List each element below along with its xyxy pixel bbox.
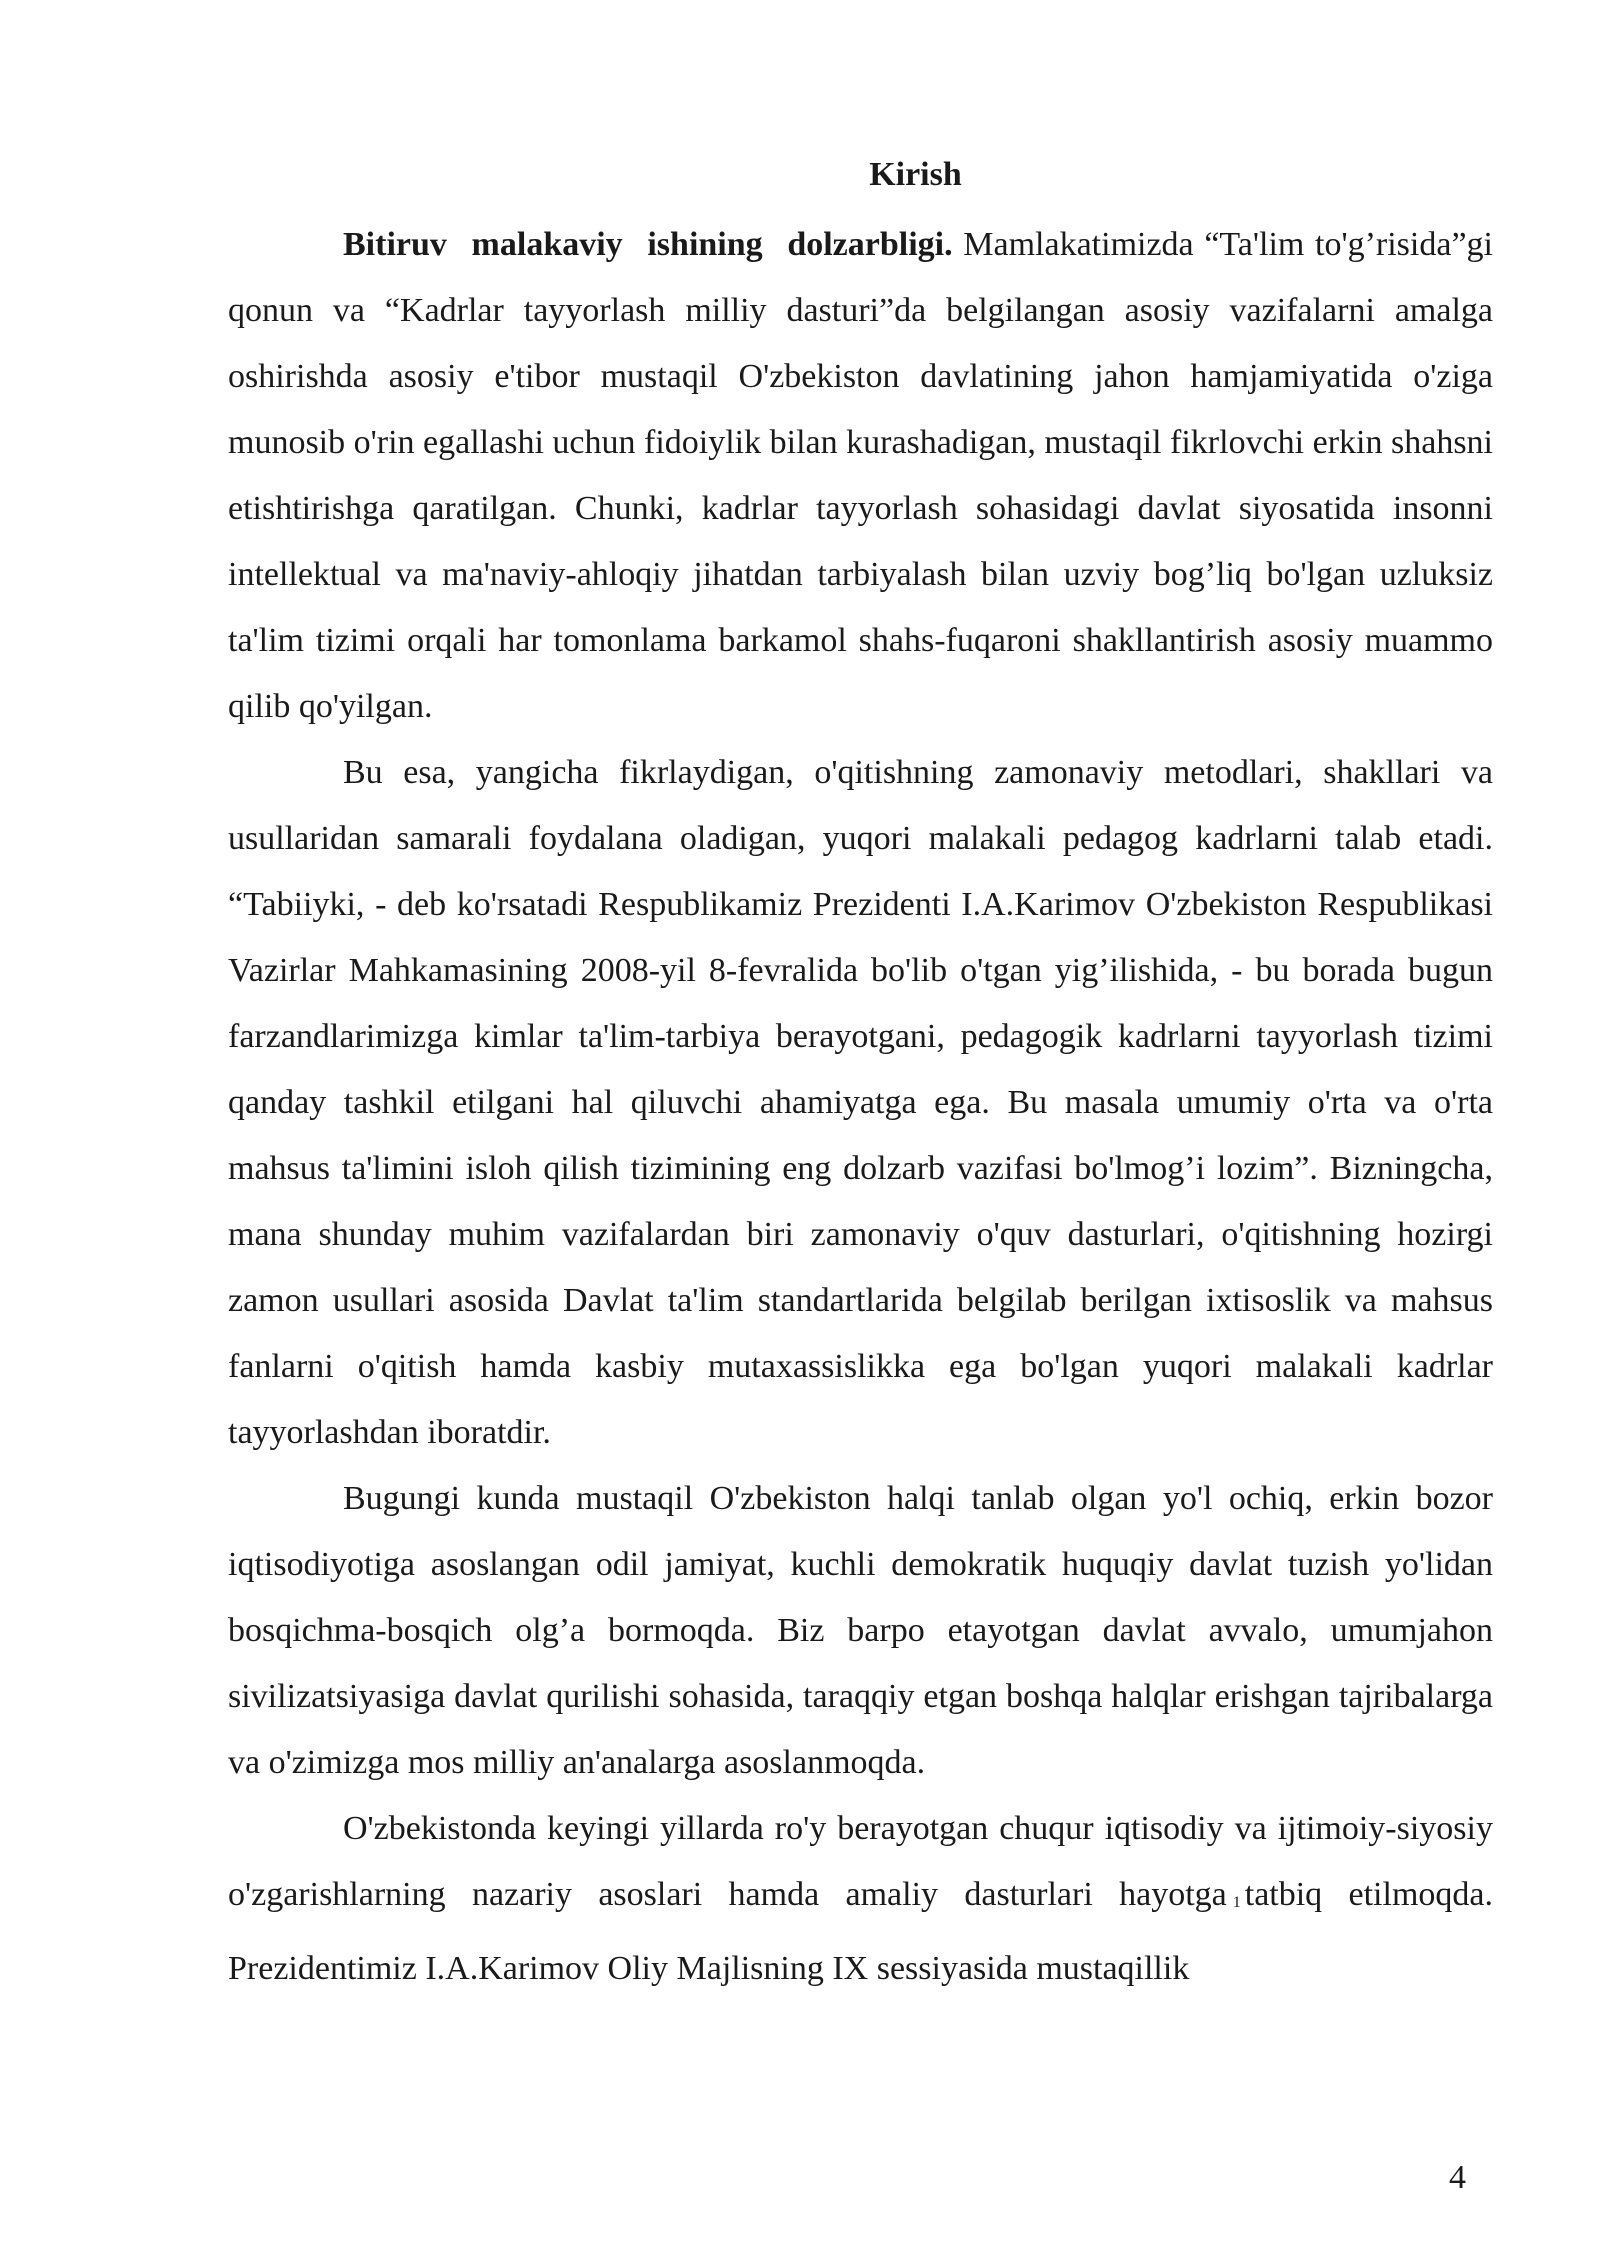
paragraph-1-text: Mamlakatimizda “Ta'lim to'g’risida”gi qonun va “Kadrlar tayyorlash milliy dasturi”da belgilangan asosiy vazifalarni amalga oshirishda asosiy e'tibor mustaqil O'zbekiston davlatining jahon hamjamiyatida o'ziga munosib o'rin egallashi uchun fidoiylik bilan kurashadigan, mustaqil fikrlovchi erkin shahsni etishtirishga qaratilgan. Chunki, kadrlar tayyorlash sohasidagi davlat siyosatida insonni intellektual va ma'naviy-ahloqiy jihatdan tarbiyalash bilan uzviy bog’liq bo'lgan uzluksiz ta'lim tizimi orqali har tomonlama barkamol shahs-fuqaroni shakllantirish asosiy muammo qilib qo'yilgan. (228, 226, 1493, 725)
paragraph-4-text-after: tatbiq etilmoqda. Prezidentimiz I.A.Karimov Oliy Majlisning IX sessiyasida mustaqillik (228, 1876, 1493, 1987)
section-title: Kirish (869, 156, 962, 193)
paragraph-4-text-before: O'zbekistonda keyingi yillarda ro'y berayotgan chuqur iqtisodiy va ijtimoiy-siyosiy o'zgarishlarning nazariy asoslari hamda amaliy dasturlari hayotga (228, 1810, 1493, 1913)
paragraph-1 (228, 212, 1493, 740)
footnote-reference[interactable]: 1 (1232, 1894, 1241, 1911)
paragraph-4 (228, 1796, 1493, 2002)
paragraph-3: Bugungi kunda mustaqil O'zbekiston halqi tanlab olgan yo'l ochiq, erkin bozor iqtisodiyotiga asoslangan odil jamiyat, kuchli demokratik huquqiy davlat tuzish yo'lidan bosqichma-bosqich olg’a bormoqda. Biz barpo etayotgan davlat avvalo, umumjahon sivilizatsiyasiga davlat qurilishi sohasida, taraqqiy etgan boshqa halqlar erishgan tajribalarga va o'zimizga mos milliy an'analarga asoslanmoqda. (228, 1480, 1493, 1781)
paragraph-lead-heading: Bitiruv malakaviy ishining dolzarbligi. (343, 226, 953, 263)
document-page (228, 150, 1493, 2002)
page-number: 4 (1449, 2159, 1466, 2196)
paragraph-2: Bu esa, yangicha fikrlaydigan, o'qitishning zamonaviy metodlari, shakllari va usullaridan samarali foydalana oladigan, yuqori malakali pedagog kadrlarni talab etadi. “Tabiiyki, - deb ko'rsatadi Respublikamiz Prezidenti I.A.Karimov O'zbekiston Respublikasi Vazirlar Mahkamasining 2008-yil 8-fevralida bo'lib o'tgan yig’ilishida, - bu borada bugun farzandlarimizga kimlar ta'lim-tarbiya berayotgani, pedagogik kadrlarni tayyorlash tizimi qanday tashkil etilgani hal qiluvchi ahamiyatga ega. Bu masala umumiy o'rta va o'rta mahsus ta'limini isloh qilish tizimining eng dolzarb vazifasi bo'lmog’i lozim”. Bizningcha, mana shunday muhim vazifalardan biri zamonaviy o'quv dasturlari, o'qitishning hozirgi zamon usullari asosida Davlat ta'lim standartlarida belgilab berilgan ixtisoslik va mahsus fanlarni o'qitish hamda kasbiy mutaxassislikka ega bo'lgan yuqori malakali kadrlar tayyorlashdan iboratdir. (228, 754, 1493, 1451)
